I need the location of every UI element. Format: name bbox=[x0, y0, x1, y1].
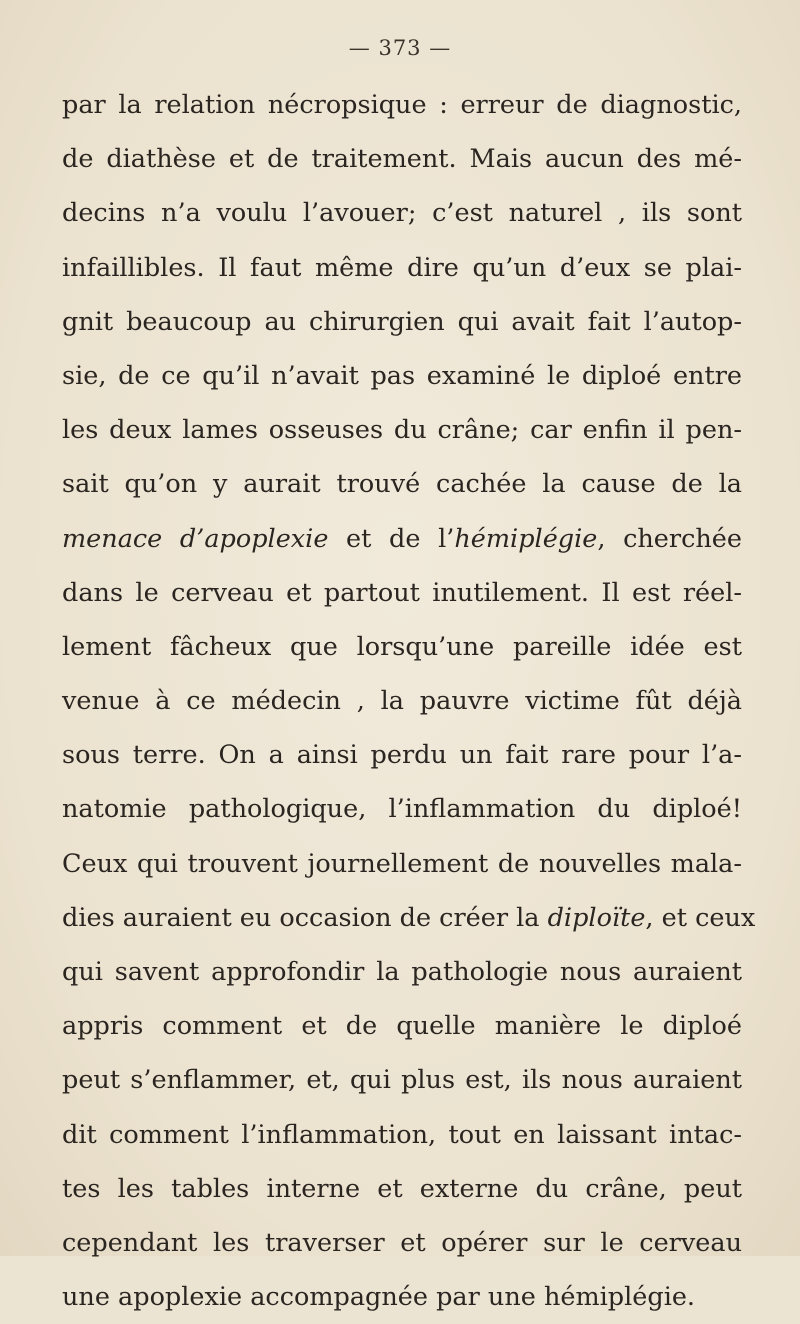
text-run: sait qu’on y aurait trouvé cachée la cause de la bbox=[62, 469, 742, 500]
italic-term: menace d’apoplexie bbox=[62, 523, 329, 554]
text-line bbox=[62, 891, 756, 945]
text-run: natomie pathologique, l’inflammation du diploé! bbox=[62, 794, 742, 825]
text-run: une apoplexie accompagnée par une hémiplégie. bbox=[62, 1282, 696, 1313]
text-line bbox=[62, 1216, 742, 1270]
text-line bbox=[62, 782, 742, 836]
italic-term: hémiplégie bbox=[454, 523, 598, 554]
text-line bbox=[62, 295, 742, 349]
text-run: , et ceux bbox=[645, 902, 756, 933]
text-line bbox=[62, 186, 742, 240]
text-line bbox=[62, 78, 742, 132]
text-run: qui savent approfondir la pathologie nous auraient bbox=[62, 957, 742, 987]
text-run: venue à ce médecin , la pauvre victime fût déjà bbox=[62, 686, 742, 717]
text-line bbox=[62, 241, 742, 295]
text-line bbox=[62, 999, 742, 1053]
text-run: Ceux qui trouvent journellement de nouvelles mala- bbox=[62, 848, 742, 879]
text-run: peut s’enflammer, et, qui plus est, ils nous auraient bbox=[62, 1065, 742, 1096]
text-run: gnit beaucoup au chirurgien qui avait fait l’autop- bbox=[62, 306, 742, 337]
text-line bbox=[62, 566, 742, 620]
text-run: de diathèse et de traitement. Mais aucun des mé- bbox=[62, 144, 742, 175]
text-run: sie, de ce qu’il n’avait pas examiné le diploé entre bbox=[62, 360, 742, 391]
text-run: dans le cerveau et partout inutilement. Il est réel- bbox=[62, 577, 742, 608]
italic-term: diploïte bbox=[547, 902, 646, 933]
text-line bbox=[62, 945, 742, 999]
text-line bbox=[62, 728, 742, 782]
text-line bbox=[62, 1270, 742, 1324]
text-run: par la relation nécropsique : erreur de diagnostic, bbox=[62, 90, 742, 120]
text-line bbox=[62, 1162, 742, 1216]
text-run: sous terre. On a ainsi perdu un fait rare pour l’a- bbox=[62, 740, 742, 771]
text-run: cependant les traverser et opérer sur le cerveau bbox=[62, 1227, 742, 1258]
text-line bbox=[62, 620, 742, 674]
text-line bbox=[62, 674, 742, 728]
text-run: appris comment et de quelle manière le diploé bbox=[62, 1011, 742, 1042]
text-run: les deux lames osseuses du crâne; car enfin il pen- bbox=[62, 415, 742, 446]
text-run: tes les tables interne et externe du crâne, peut bbox=[62, 1173, 742, 1204]
text-line bbox=[62, 1108, 742, 1162]
body-text bbox=[62, 78, 756, 1324]
text-line bbox=[62, 837, 742, 891]
text-run: decins n’a voulu l’avouer; c’est naturel , ils sont bbox=[62, 198, 742, 229]
text-line bbox=[62, 349, 742, 403]
text-line bbox=[62, 403, 742, 457]
text-line bbox=[62, 457, 742, 511]
text-run: , cherchée bbox=[597, 523, 742, 554]
text-run: et de l’ bbox=[328, 523, 455, 554]
text-run: dies auraient eu occasion de créer la bbox=[62, 902, 548, 933]
text-line bbox=[62, 512, 742, 566]
text-line bbox=[62, 132, 742, 186]
text-run: infaillibles. Il faut même dire qu’un d’eux se plai- bbox=[62, 252, 742, 283]
text-line bbox=[62, 1053, 742, 1107]
page-number: — 373 — bbox=[348, 36, 452, 60]
text-run: dit comment l’inflammation, tout en laissant intac- bbox=[62, 1119, 742, 1150]
text-run: lement fâcheux que lorsqu’une pareille idée est bbox=[62, 631, 742, 662]
